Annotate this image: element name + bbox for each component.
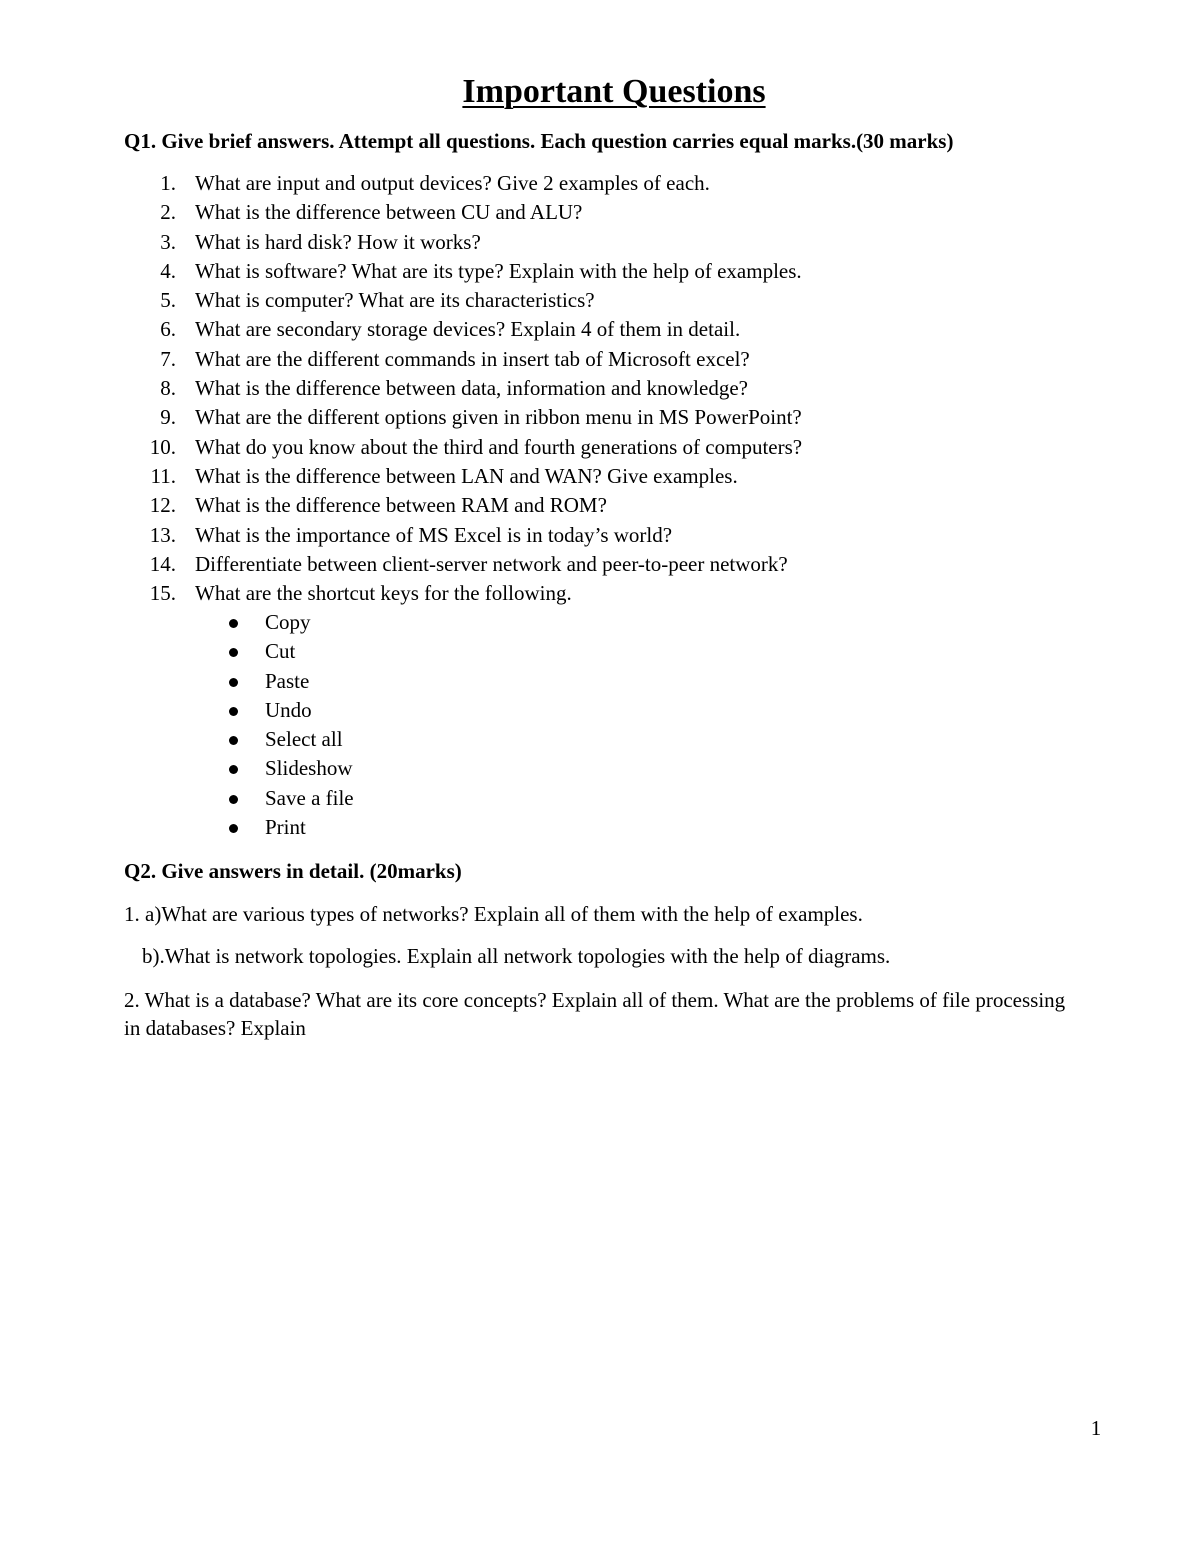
bullet-icon	[229, 736, 238, 745]
item-text: What is hard disk? How it works?	[195, 229, 481, 254]
bullet-icon	[229, 765, 238, 774]
q2-item-1b: b).What is network topologies. Explain all network topologies with the help of diagrams.	[142, 944, 891, 968]
item-text: What is the difference between CU and ALU?	[195, 200, 583, 225]
item-text: What is the difference between RAM and ROM?	[195, 493, 607, 518]
item-number: 4.	[160, 258, 176, 283]
shortcut-label: Slideshow	[265, 756, 353, 781]
item-text: What are input and output devices? Give 2 examples of each.	[195, 171, 710, 195]
q1-heading: Q1. Give brief answers. Attempt all questions. Each question carries equal marks.(30 marks)	[124, 129, 954, 153]
item-number: 14.	[149, 551, 176, 576]
shortcut-label: Cut	[265, 639, 296, 664]
item-text: What is the difference between LAN and WAN? Give examples.	[195, 463, 738, 488]
bullet-icon	[229, 619, 238, 628]
shortcut-label: Paste	[265, 668, 310, 693]
item-number: 3.	[160, 229, 176, 254]
shortcut-label: Undo	[265, 697, 312, 722]
item-number: 13.	[149, 522, 176, 547]
shortcut-label: Save a file	[265, 785, 354, 810]
item-number: 2.	[160, 200, 176, 225]
item-text: What are secondary storage devices? Explain 4 of them in detail.	[195, 317, 741, 342]
item-text: What is computer? What are its characteristics?	[195, 288, 595, 313]
shortcut-label: Select all	[265, 727, 343, 752]
item-text: What are the shortcut keys for the following.	[195, 581, 572, 606]
item-number: 7.	[160, 346, 176, 371]
bullet-icon	[229, 824, 238, 833]
q2-heading: Q2. Give answers in detail. (20marks)	[124, 859, 462, 883]
item-number: 9.	[160, 405, 176, 430]
shortcut-label: Copy	[265, 610, 311, 634]
bullet-icon	[229, 795, 238, 804]
item-number: 12.	[149, 493, 176, 518]
q2-item-1a: 1. a)What are various types of networks? Explain all of them with the help of examples.	[124, 902, 863, 926]
item-number: 6.	[160, 317, 176, 342]
item-text: What is the importance of MS Excel is in today’s world?	[195, 522, 673, 547]
item-text: Differentiate between client-server network and peer-to-peer network?	[195, 551, 788, 576]
item-number: 15.	[149, 581, 176, 606]
page-title: Important Questions	[462, 73, 766, 110]
bullet-icon	[229, 648, 238, 657]
bullet-icon	[229, 678, 238, 687]
item-number: 1.	[160, 171, 176, 195]
item-text: What are the different commands in insert tab of Microsoft excel?	[195, 346, 750, 371]
q2-item-2: 2. What is a database? What are its core concepts? Explain all of them. What are the problems of file processing in databases? Explain	[124, 988, 1066, 1040]
item-number: 11.	[150, 463, 176, 488]
item-number: 5.	[160, 288, 176, 313]
item-text: What is software? What are its type? Explain with the help of examples.	[195, 258, 802, 283]
item-text: What do you know about the third and fourth generations of computers?	[195, 434, 803, 459]
item-number: 8.	[160, 376, 176, 401]
shortcut-label: Print	[265, 815, 306, 840]
bullet-icon	[229, 707, 238, 716]
item-text: What is the difference between data, information and knowledge?	[195, 376, 748, 401]
item-text: What are the different options given in ribbon menu in MS PowerPoint?	[195, 405, 802, 430]
item-number: 10.	[149, 434, 176, 459]
page-number: 1	[1090, 1416, 1102, 1440]
